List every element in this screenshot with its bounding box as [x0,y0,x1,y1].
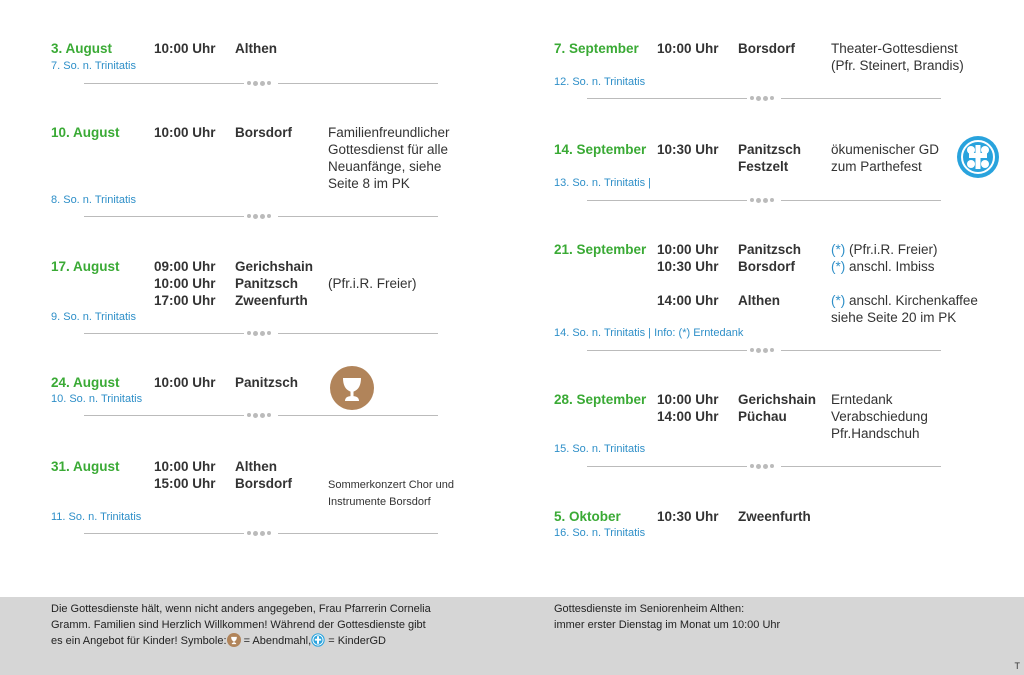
service-place: Althen [235,459,277,474]
erntedank-mark: (*) [831,293,846,308]
service-time: 10:00 Uhr [154,276,216,291]
service-note: Instrumente Borsdorf [328,496,431,508]
separator [587,197,941,205]
service-note: zum Parthefest [831,159,922,174]
service-place: Gerichshain [738,392,817,407]
separator [587,95,941,103]
service-note: (Pfr. Steinert, Brandis) [831,58,964,73]
service-note: (*) anschl. Imbiss [831,259,935,274]
service-note: Seite 8 im PK [328,176,410,191]
separator [84,530,438,538]
service-place: Panitzsch [235,276,299,291]
service-date: 31. August [51,459,120,474]
separator [84,213,438,221]
kindergd-icon [311,633,325,647]
sunday-label: 7. So. n. Trinitatis [51,60,136,72]
service-place: Festzelt [738,159,789,174]
chalice-icon [330,366,374,410]
service-time: 14:00 Uhr [657,293,719,308]
footer-info-band [0,597,1024,675]
footer-right-text: Gottesdienste im Seniorenheim Althen: immer erster Dienstag im Monat um 10:00 Uhr [554,603,781,631]
service-place: Zweenfurth [738,509,811,524]
service-note: Theater-Gottesdienst [831,41,958,56]
service-date: 10. August [51,125,120,140]
service-time: 15:00 Uhr [154,476,216,491]
service-date: 24. August [51,375,120,390]
service-time: 10:00 Uhr [154,459,216,474]
service-place: Zweenfurth [235,293,308,308]
service-date: 28. September [554,392,647,407]
chalice-icon [227,633,241,647]
service-place: Borsdorf [738,259,795,274]
service-place: Püchau [738,409,787,424]
sunday-label: 10. So. n. Trinitatis [51,393,143,405]
service-time: 10:30 Uhr [657,509,719,524]
service-note: Gottesdienst für alle [328,142,449,157]
service-note: ökumenischer GD [831,142,940,157]
service-note: Pfr.Handschuh [831,426,920,441]
kindergd-icon [956,135,1000,179]
erntedank-mark: (*) [831,259,846,274]
service-place: Borsdorf [235,125,292,140]
service-date: 14. September [554,142,647,157]
separator [84,330,438,338]
service-place: Gerichshain [235,259,314,274]
sunday-label: 12. So. n. Trinitatis [554,76,646,88]
service-note: (*) (Pfr.i.R. Freier) [831,242,938,257]
service-date: 17. August [51,259,120,274]
service-date: 21. September [554,242,647,257]
service-time: 10:30 Uhr [657,142,719,157]
separator [84,412,438,420]
service-time: 10:00 Uhr [657,41,719,56]
sunday-label: 14. So. n. Trinitatis | Info: (*) Erntedank [554,327,744,339]
service-note: siehe Seite 20 im PK [831,310,957,325]
erntedank-mark: (*) [831,242,846,257]
service-place: Borsdorf [738,41,795,56]
service-time: 17:00 Uhr [154,293,216,308]
service-place: Borsdorf [235,476,292,491]
service-note: (*) anschl. Kirchenkaffee [831,293,978,308]
sunday-label: 9. So. n. Trinitatis [51,311,136,323]
service-note: Erntedank [831,392,893,407]
separator [587,463,941,471]
service-date: 3. August [51,41,113,56]
service-time: 10:00 Uhr [154,41,216,56]
service-place: Panitzsch [738,242,802,257]
service-note: Familienfreundlicher [328,125,450,140]
service-time: 09:00 Uhr [154,259,216,274]
sunday-label: 15. So. n. Trinitatis [554,443,646,455]
service-note: Neuanfänge, siehe [328,159,442,174]
service-time: 10:00 Uhr [154,125,216,140]
service-date: 7. September [554,41,639,56]
service-note: Verabschiedung [831,409,928,424]
sunday-label: 11. So. n. Trinitatis [51,511,142,523]
service-time: 10:00 Uhr [657,392,719,407]
service-date: 5. Oktober [554,509,621,524]
service-place: Panitzsch [738,142,802,157]
corner-mark: T [1014,661,1020,671]
separator [587,347,941,355]
service-time: 14:00 Uhr [657,409,719,424]
service-time: 10:30 Uhr [657,259,719,274]
service-place: Althen [738,293,780,308]
service-time: 10:00 Uhr [154,375,216,390]
footer-left-text: Die Gottesdienste hält, wenn nicht anders angegeben, Frau Pfarrerin Cornelia Gramm. Familien sind Herzlich Willkommen! Während der Gottesdienste gibt es ein Angebot für Kinder! Symbole: = Abendmahl, = KinderGD [51,603,431,647]
service-note: (Pfr.i.R. Freier) [328,276,417,291]
service-note: Sommerkonzert Chor und [328,479,454,491]
service-place: Panitzsch [235,375,299,390]
sunday-label: 8. So. n. Trinitatis [51,194,136,206]
sunday-label: 13. So. n. Trinitatis | [554,177,652,189]
sunday-label: 16. So. n. Trinitatis [554,527,646,539]
service-place: Althen [235,41,277,56]
service-time: 10:00 Uhr [657,242,719,257]
separator [84,80,438,88]
